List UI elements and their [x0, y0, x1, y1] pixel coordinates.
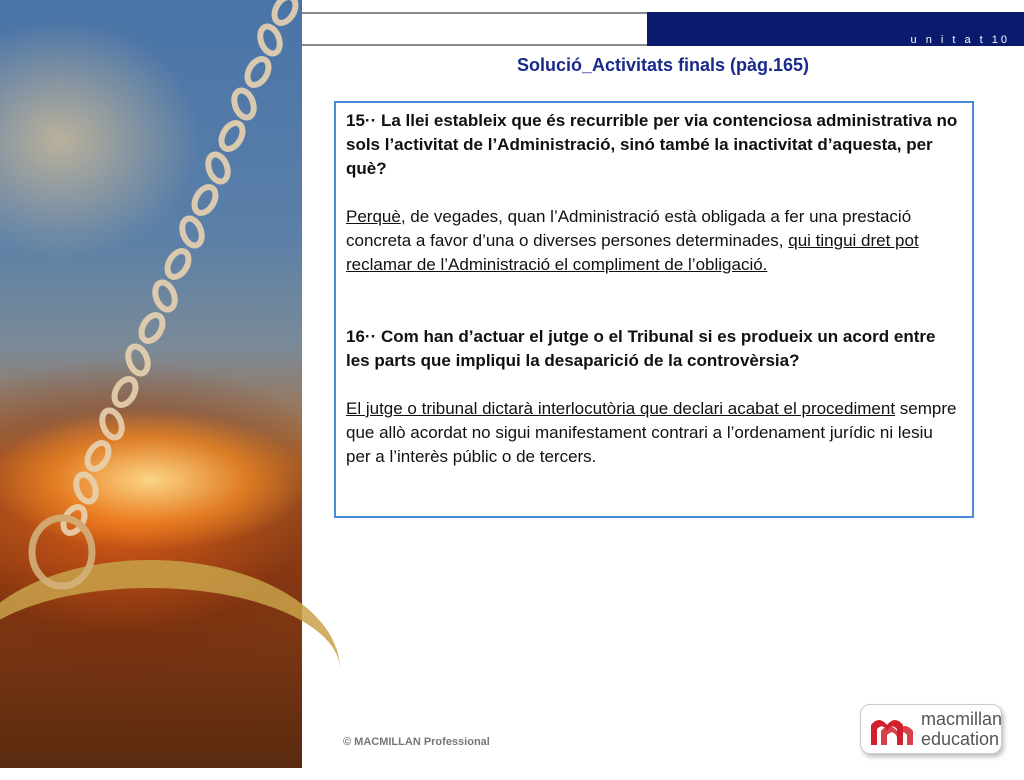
copyright-text: © MACMILLAN Professional — [343, 736, 490, 748]
header-bar-right — [647, 12, 1024, 46]
unit-label: u n i t a t 10 — [910, 34, 1010, 46]
answer-16-underlined: El jutge o tribunal dictarà interlocutòria que declari acabat el procediment — [346, 399, 896, 418]
question-16: 16·· Com han d’actuar el jutge o el Tribunal si es produeix un acord entre les parts que impliqui la desaparició de la controvèrsia? — [346, 327, 936, 370]
answer-15-body: , de vegades, quan l’Administració està obligada a fer una prestació concreta a favor d’una o diverses persones determinades, — [346, 207, 912, 250]
chain-graphic — [0, 0, 302, 768]
logo-line-1: macmillan — [921, 709, 1003, 729]
answer-15-underlined: qui tingui dret pot reclamar de l’Administració el compliment de l’obligació. — [346, 231, 919, 274]
macmillan-logo — [860, 704, 1002, 754]
logo-line-2: education — [921, 729, 1000, 749]
answer-15 — [346, 205, 962, 277]
macmillan-m-icon — [869, 711, 915, 747]
logo-text — [921, 709, 1002, 749]
answer-16-body: sempre que allò acordat no sigui manifestament contrari a l’ordenament jurídic ni lesiu per a l’interès públic o de tercers. — [346, 399, 957, 466]
answer-15-lead: Perquè — [346, 207, 401, 226]
question-15: 15·· La llei estableix que és recurrible per via contenciosa administrativa no sols l’activitat de l’Administració, sinó també la inactivitat d’aquesta, per què? — [346, 111, 958, 178]
content-box — [334, 101, 974, 518]
header-bar-left — [302, 12, 647, 46]
answer-16 — [346, 397, 962, 469]
slide-title: Solució_Activitats finals (pàg.165) — [516, 55, 810, 75]
